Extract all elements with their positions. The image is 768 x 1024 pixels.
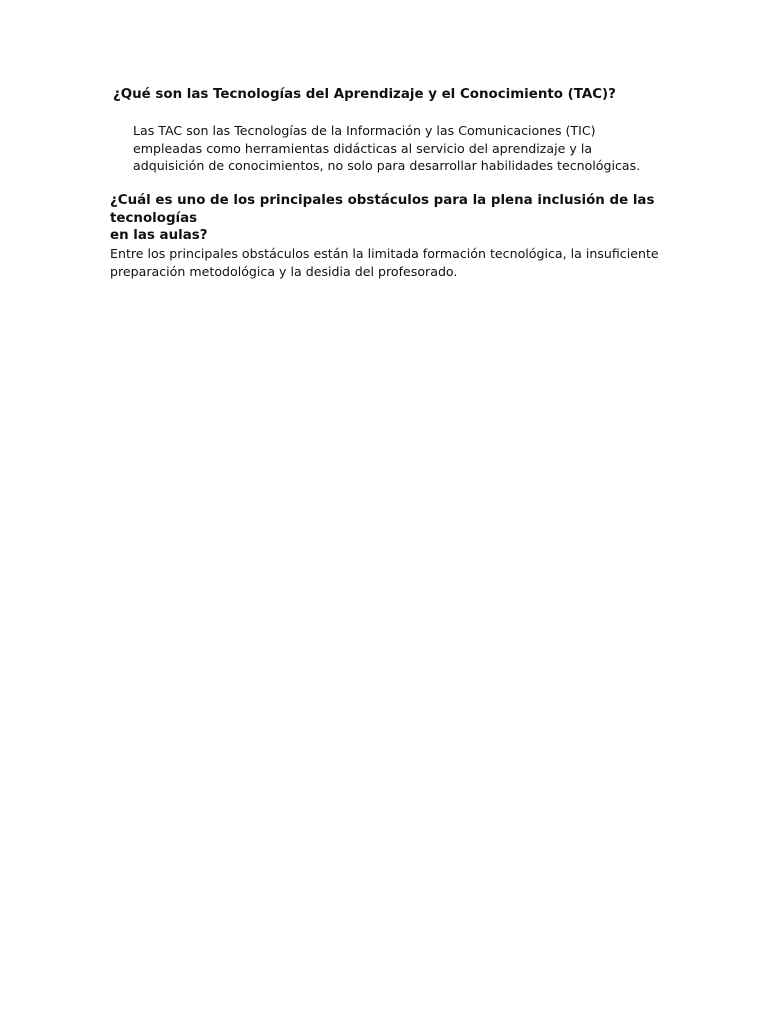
answer-paragraph-tac: Las TAC son las Tecnologías de la Información y las Comunicaciones (TIC) empleadas como herramientas didácticas al servicio del aprendizaje y la adquisición de conocimientos, no solo para desarrollar habilidades tecnológicas. [133,123,641,174]
question-heading-obstacles: ¿Cuál es uno de los principales obstáculos para la plena inclusión de las tecnologías en las aulas? [110,193,655,244]
answer-paragraph-obstacles: Entre los principales obstáculos están la limitada formación tecnológica, la insuficiente preparación metodológica y la desidia del profesorado. [110,246,659,279]
question-heading-tac: ¿Qué son las Tecnologías del Aprendizaje y el Conocimiento (TAC)? [113,87,616,102]
